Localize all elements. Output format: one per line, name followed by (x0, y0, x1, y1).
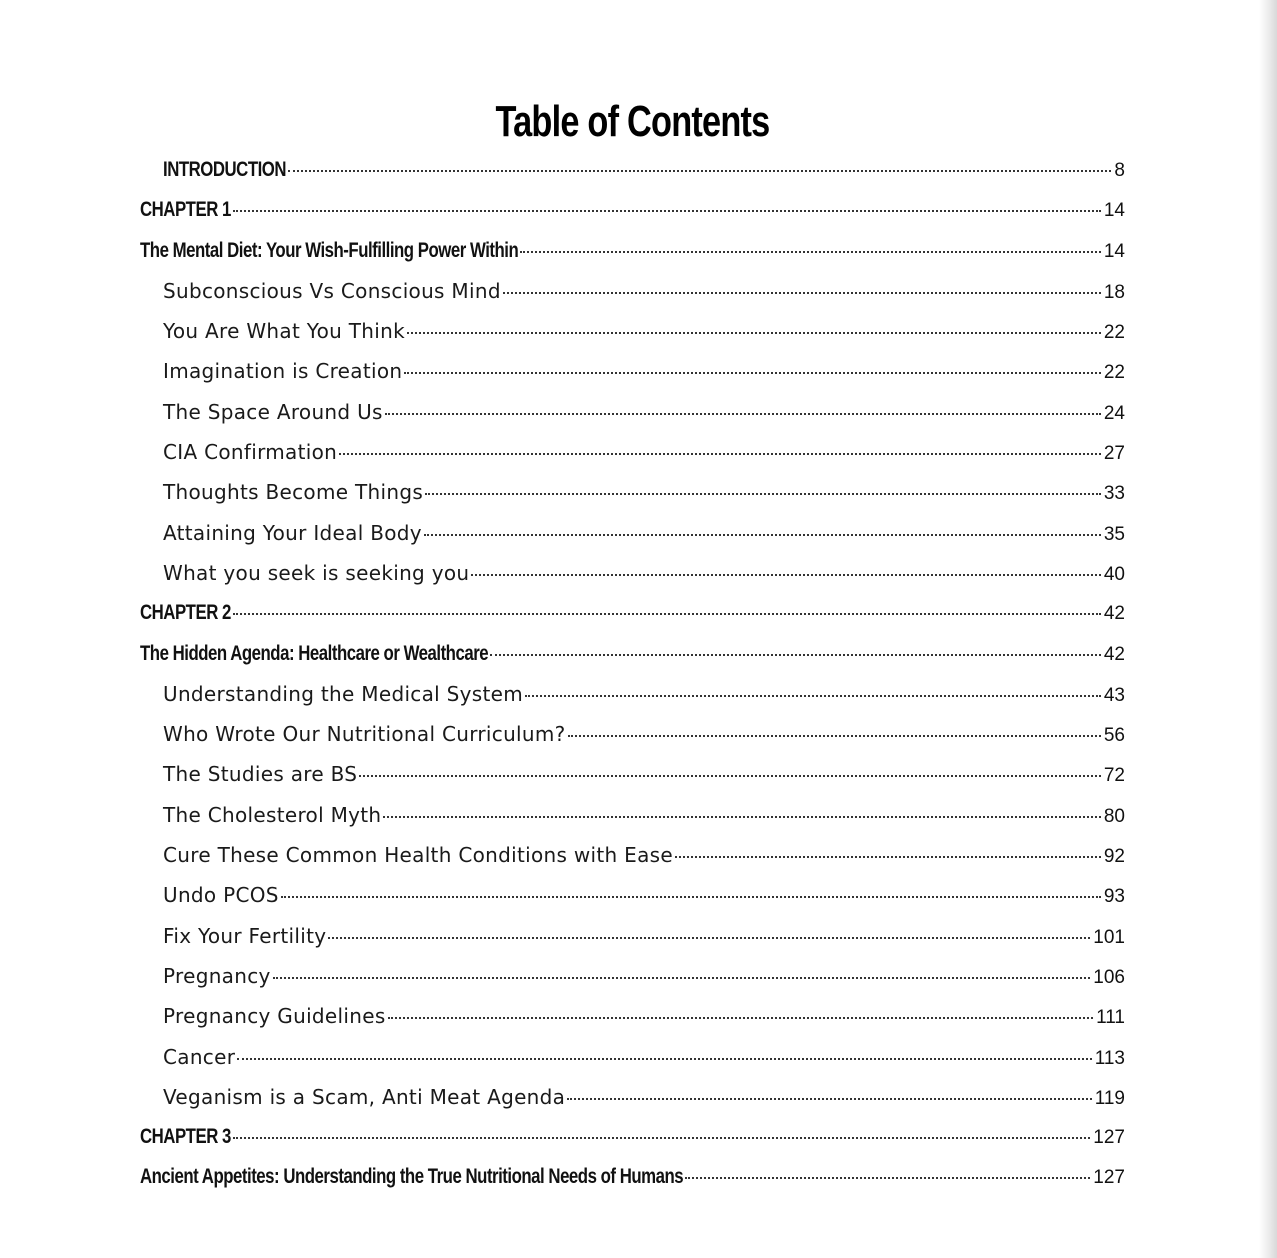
toc-chapter-title[interactable]: The Hidden Agenda: Healthcare or Wealthcare (140, 641, 489, 665)
toc-entry[interactable] (140, 998, 1125, 1038)
toc-entry[interactable] (140, 353, 1125, 393)
toc-page-number[interactable]: 92 (1103, 846, 1125, 868)
toc-page-number[interactable]: 35 (1103, 523, 1125, 545)
toc-leader-dots (525, 695, 1101, 697)
toc-section-title[interactable]: Cancer (163, 1044, 236, 1069)
toc-page-number[interactable]: 42 (1103, 643, 1125, 665)
toc-page-number[interactable]: 119 (1094, 1087, 1125, 1109)
toc-entry[interactable] (140, 273, 1125, 313)
toc-page-number[interactable]: 43 (1103, 684, 1125, 706)
toc-leader-dots (675, 856, 1101, 858)
toc-section-title[interactable]: Imagination is Creation (163, 359, 403, 384)
toc-leader-dots (233, 210, 1101, 212)
toc-leader-dots (385, 413, 1101, 415)
toc-page-number[interactable]: 18 (1103, 281, 1125, 303)
toc-leader-dots (233, 1137, 1091, 1139)
toc-section-title[interactable]: Veganism is a Scam, Anti Meat Agenda (163, 1084, 566, 1109)
toc-page-number[interactable]: 80 (1103, 805, 1125, 827)
toc-section-title[interactable]: Understanding the Medical System (163, 681, 524, 706)
toc-section-title[interactable]: What you seek is seeking you (163, 560, 470, 585)
toc-page-number[interactable]: 40 (1103, 563, 1125, 585)
toc-entry[interactable] (140, 555, 1125, 595)
toc-leader-dots (407, 332, 1101, 334)
toc-page-number[interactable]: 56 (1103, 725, 1125, 747)
toc-leader-dots (281, 896, 1101, 898)
toc-entry[interactable] (140, 152, 1125, 192)
toc-page-number[interactable]: 113 (1094, 1047, 1125, 1069)
toc-section-title[interactable]: Undo PCOS (163, 883, 279, 908)
toc-entry[interactable] (140, 636, 1125, 676)
toc-section-title[interactable]: Subconscious Vs Conscious Mind (163, 278, 501, 303)
toc-entry[interactable] (140, 192, 1125, 232)
toc-leader-dots (273, 977, 1091, 979)
toc-page-number[interactable]: 8 (1114, 160, 1125, 181)
toc-chapter-title[interactable]: Ancient Appetites: Understanding the True Nutritional Needs of Humans (140, 1165, 684, 1189)
toc-page-number[interactable]: 14 (1103, 240, 1125, 262)
toc-entry[interactable] (140, 1039, 1125, 1079)
toc-page-number[interactable]: 93 (1103, 886, 1125, 908)
toc-chapter-title[interactable]: The Mental Diet: Your Wish-Fulfilling Power Within (140, 238, 519, 262)
toc-entry[interactable] (140, 515, 1125, 555)
toc-leader-dots (471, 574, 1101, 576)
toc-page-number[interactable]: 14 (1103, 200, 1125, 222)
toc-leader-dots (520, 251, 1101, 253)
toc-page-number[interactable]: 101 (1093, 926, 1125, 948)
toc-leader-dots (425, 493, 1101, 495)
toc-leader-dots (328, 937, 1090, 939)
toc-chapter-title[interactable]: CHAPTER 3 (140, 1125, 231, 1149)
toc-leader-dots (685, 1177, 1090, 1179)
toc-entry[interactable] (140, 918, 1125, 958)
toc-section-title[interactable]: Who Wrote Our Nutritional Curriculum? (163, 722, 566, 747)
toc-page-number[interactable]: 72 (1103, 765, 1125, 787)
toc-entry[interactable] (140, 595, 1125, 635)
toc-section-title[interactable]: Attaining Your Ideal Body (163, 520, 422, 545)
toc-chapter-title[interactable]: CHAPTER 1 (140, 198, 231, 222)
toc-leader-dots (237, 1058, 1091, 1060)
table-of-contents (140, 152, 1125, 1200)
toc-leader-dots (233, 613, 1101, 615)
toc-page-number[interactable]: 42 (1103, 603, 1125, 625)
toc-page-number[interactable]: 127 (1093, 1167, 1125, 1189)
toc-entry[interactable] (140, 1079, 1125, 1119)
toc-entry[interactable] (140, 676, 1125, 716)
toc-section-title[interactable]: You Are What You Think (163, 319, 406, 344)
toc-entry[interactable] (140, 1119, 1125, 1159)
toc-page-number[interactable]: 127 (1093, 1127, 1125, 1149)
toc-entry[interactable] (140, 837, 1125, 877)
toc-leader-dots (388, 1017, 1094, 1019)
toc-leader-dots (424, 534, 1101, 536)
toc-leader-dots (383, 816, 1100, 818)
toc-chapter-title[interactable]: INTRODUCTION (163, 158, 287, 181)
toc-leader-dots (567, 1098, 1091, 1100)
toc-page-number[interactable]: 24 (1103, 402, 1125, 424)
toc-leader-dots (490, 654, 1101, 656)
toc-entry[interactable] (140, 797, 1125, 837)
toc-entry[interactable] (140, 313, 1125, 353)
toc-section-title[interactable]: CIA Confirmation (163, 440, 338, 465)
toc-page-number[interactable]: 106 (1093, 966, 1125, 988)
toc-entry[interactable] (140, 394, 1125, 434)
toc-page-number[interactable]: 22 (1103, 362, 1125, 384)
toc-chapter-title[interactable]: CHAPTER 2 (140, 601, 231, 625)
toc-entry[interactable] (140, 716, 1125, 756)
toc-leader-dots (568, 735, 1101, 737)
toc-entry[interactable] (140, 474, 1125, 514)
toc-entry[interactable] (140, 434, 1125, 474)
toc-page-number[interactable]: 111 (1096, 1007, 1125, 1029)
toc-page-number[interactable]: 22 (1103, 322, 1125, 344)
toc-leader-dots (288, 170, 1112, 172)
toc-leader-dots (503, 292, 1101, 294)
toc-entry[interactable] (140, 233, 1125, 273)
toc-entry[interactable] (140, 877, 1125, 917)
toc-section-title[interactable]: Thoughts Become Things (163, 480, 424, 505)
toc-entry[interactable] (140, 958, 1125, 998)
toc-section-title[interactable]: Fix Your Fertility (163, 923, 327, 948)
toc-leader-dots (404, 372, 1101, 374)
toc-leader-dots (359, 775, 1101, 777)
toc-section-title[interactable]: The Space Around Us (163, 399, 383, 424)
toc-section-title[interactable]: Pregnancy (163, 963, 271, 988)
toc-section-title[interactable]: The Studies are BS (163, 762, 358, 787)
toc-section-title[interactable]: Pregnancy Guidelines (163, 1004, 386, 1029)
toc-page-number[interactable]: 27 (1103, 443, 1125, 465)
toc-entry[interactable] (140, 1159, 1125, 1199)
toc-section-title[interactable]: The Cholesterol Myth (163, 802, 382, 827)
page-edge-shadow (1259, 0, 1277, 1258)
toc-leader-dots (339, 453, 1101, 455)
toc-entry[interactable] (140, 756, 1125, 796)
toc-page-number[interactable]: 33 (1103, 483, 1125, 505)
page-title: Table of Contents (495, 97, 770, 146)
toc-section-title[interactable]: Cure These Common Health Conditions with Ease (163, 843, 673, 868)
